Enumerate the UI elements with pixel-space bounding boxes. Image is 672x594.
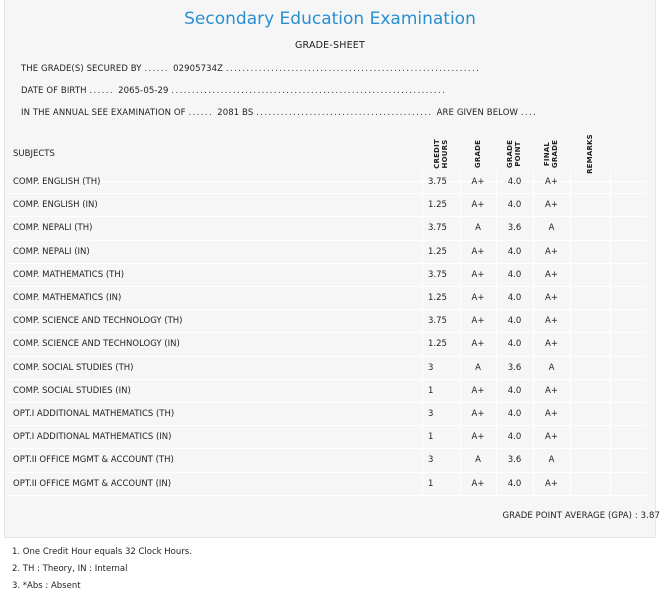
remarks-cell bbox=[570, 333, 610, 355]
secured-by-value: 02905734Z bbox=[173, 64, 224, 74]
column-divider bbox=[460, 194, 461, 216]
column-divider bbox=[533, 333, 534, 355]
column-divider bbox=[460, 171, 461, 193]
grade-cell: A bbox=[475, 223, 481, 234]
column-divider bbox=[422, 357, 423, 379]
column-divider bbox=[496, 217, 497, 239]
column-divider bbox=[533, 426, 534, 448]
footnotes bbox=[12, 546, 192, 594]
final-grade-cell: A bbox=[548, 223, 555, 234]
column-divider bbox=[610, 403, 611, 425]
column-divider bbox=[610, 241, 611, 263]
subject-cell: OPT.I ADDITIONAL MATHEMATICS (IN) bbox=[13, 432, 172, 443]
grade-point-cell: 4.0 bbox=[507, 432, 522, 443]
column-divider bbox=[422, 380, 423, 402]
gpa-value: 3.87 bbox=[640, 511, 660, 521]
final-grade-cell: A+ bbox=[545, 478, 558, 489]
table-row bbox=[7, 264, 647, 287]
final-grade-cell: A+ bbox=[545, 246, 558, 257]
subject-cell: COMP. ENGLISH (IN) bbox=[13, 200, 98, 211]
column-divider bbox=[496, 380, 497, 402]
credit-hours-cell: 3 bbox=[428, 455, 434, 466]
grade-cell: A bbox=[475, 455, 481, 466]
column-divider bbox=[496, 171, 497, 193]
final-grade-cell: A+ bbox=[545, 269, 558, 280]
grade-point-cell: 4.0 bbox=[507, 409, 522, 420]
column-divider bbox=[422, 333, 423, 355]
credit-hours-cell: 1.25 bbox=[428, 200, 447, 211]
column-divider bbox=[610, 194, 611, 216]
grade-point-cell: 3.6 bbox=[507, 455, 522, 466]
column-header-subjects: SUBJECTS bbox=[13, 148, 55, 159]
column-divider bbox=[496, 403, 497, 425]
grade-point-cell: 4.0 bbox=[507, 293, 522, 304]
table-row bbox=[7, 287, 647, 310]
column-divider bbox=[533, 403, 534, 425]
final-grade-cell: A+ bbox=[545, 385, 558, 396]
column-divider bbox=[422, 241, 423, 263]
column-divider bbox=[610, 217, 611, 239]
column-divider bbox=[533, 380, 534, 402]
exam-suffix: ARE GIVEN BELOW bbox=[436, 108, 518, 118]
gpa-line bbox=[502, 511, 660, 521]
remarks-cell bbox=[570, 241, 610, 263]
column-divider bbox=[496, 333, 497, 355]
column-divider bbox=[460, 426, 461, 448]
dob-value: 2065-05-29 bbox=[118, 86, 169, 96]
grade-sheet-heading: GRADE-SHEET bbox=[294, 40, 365, 51]
table-row bbox=[7, 357, 647, 380]
column-divider bbox=[460, 287, 461, 309]
column-divider bbox=[533, 473, 534, 495]
final-grade-cell: A+ bbox=[545, 316, 558, 327]
column-divider bbox=[496, 287, 497, 309]
column-divider bbox=[460, 264, 461, 286]
credit-hours-cell: 3.75 bbox=[428, 316, 447, 327]
remarks-cell bbox=[570, 357, 610, 379]
column-divider bbox=[422, 310, 423, 332]
subject-cell: COMP. MATHEMATICS (TH) bbox=[13, 269, 125, 280]
grade-cell: A bbox=[475, 362, 481, 373]
remarks-cell bbox=[570, 449, 610, 471]
column-divider bbox=[496, 194, 497, 216]
column-divider bbox=[610, 426, 611, 448]
grade-cell: A+ bbox=[471, 246, 485, 257]
grade-cell: A+ bbox=[471, 385, 485, 396]
table-row bbox=[7, 241, 647, 264]
column-divider bbox=[422, 217, 423, 239]
column-divider bbox=[610, 380, 611, 402]
remarks-cell bbox=[570, 403, 610, 425]
column-divider bbox=[496, 473, 497, 495]
secured-by-label: THE GRADE(S) SECURED BY bbox=[21, 64, 142, 74]
credit-hours-cell: 1 bbox=[428, 478, 434, 489]
column-divider bbox=[570, 380, 571, 402]
column-divider bbox=[496, 310, 497, 332]
final-grade-cell: A bbox=[548, 455, 555, 466]
grade-cell: A+ bbox=[471, 478, 485, 489]
credit-hours-cell: 3.75 bbox=[428, 223, 447, 234]
table-row bbox=[7, 194, 647, 217]
column-divider bbox=[570, 357, 571, 379]
column-divider bbox=[533, 217, 534, 239]
column-divider bbox=[570, 194, 571, 216]
column-divider bbox=[533, 171, 534, 193]
column-divider bbox=[460, 217, 461, 239]
subject-cell: COMP. SOCIAL STUDIES (TH) bbox=[13, 362, 134, 373]
subject-cell: COMP. ENGLISH (TH) bbox=[13, 177, 101, 188]
subject-cell: COMP. MATHEMATICS (IN) bbox=[13, 293, 122, 304]
credit-hours-cell: 1 bbox=[428, 432, 434, 443]
grade-cell: A+ bbox=[471, 409, 485, 420]
column-divider bbox=[496, 264, 497, 286]
grade-point-cell: 4.0 bbox=[507, 269, 522, 280]
column-divider bbox=[422, 287, 423, 309]
column-divider bbox=[570, 171, 571, 193]
column-divider bbox=[570, 403, 571, 425]
secured-by-line: THE GRADE(S) SECURED BY ...... 02905734Z .............................................................. bbox=[21, 64, 481, 74]
remarks-cell bbox=[570, 171, 610, 193]
credit-hours-cell: 1.25 bbox=[428, 293, 447, 304]
grade-point-cell: 4.0 bbox=[507, 246, 522, 257]
credit-hours-cell: 3 bbox=[428, 362, 434, 373]
final-grade-cell: A+ bbox=[545, 339, 558, 350]
subject-cell: COMP. SCIENCE AND TECHNOLOGY (IN) bbox=[13, 339, 180, 350]
column-divider bbox=[610, 449, 611, 471]
column-divider bbox=[496, 357, 497, 379]
column-divider bbox=[610, 333, 611, 355]
subject-cell: COMP. NEPALI (TH) bbox=[13, 223, 93, 234]
dob-label: DATE OF BIRTH bbox=[21, 86, 87, 96]
remarks-cell bbox=[570, 380, 610, 402]
subject-cell: COMP. SCIENCE AND TECHNOLOGY (TH) bbox=[13, 316, 183, 327]
remarks-cell bbox=[570, 194, 610, 216]
footnote: 3. *Abs : Absent bbox=[12, 581, 81, 591]
column-divider bbox=[570, 333, 571, 355]
page-title: Secondary Education Examination bbox=[184, 9, 476, 29]
table-row bbox=[7, 426, 647, 449]
remarks-cell bbox=[570, 426, 610, 448]
column-divider bbox=[570, 287, 571, 309]
subject-cell: OPT.I ADDITIONAL MATHEMATICS (TH) bbox=[13, 409, 175, 420]
column-divider bbox=[496, 449, 497, 471]
grade-point-cell: 4.0 bbox=[507, 385, 522, 396]
table-row bbox=[7, 449, 647, 472]
column-divider bbox=[422, 171, 423, 193]
column-divider bbox=[533, 194, 534, 216]
column-divider bbox=[570, 310, 571, 332]
column-divider bbox=[610, 264, 611, 286]
subject-cell: COMP. NEPALI (IN) bbox=[13, 246, 90, 257]
grade-point-cell: 3.6 bbox=[507, 362, 522, 373]
column-divider bbox=[422, 194, 423, 216]
grade-cell: A+ bbox=[471, 432, 485, 443]
column-header-remarks: REMARKS bbox=[586, 133, 594, 174]
column-divider bbox=[533, 310, 534, 332]
column-divider bbox=[496, 426, 497, 448]
column-divider bbox=[422, 426, 423, 448]
final-grade-cell: A+ bbox=[545, 293, 558, 304]
grade-point-cell: 4.0 bbox=[507, 200, 522, 211]
column-divider bbox=[610, 357, 611, 379]
grade-cell: A+ bbox=[471, 200, 485, 211]
column-divider bbox=[460, 380, 461, 402]
remarks-cell bbox=[570, 217, 610, 239]
column-divider bbox=[422, 473, 423, 495]
column-divider bbox=[422, 264, 423, 286]
column-header-final-grade: FINAL GRADE bbox=[543, 139, 560, 168]
credit-hours-cell: 1 bbox=[428, 385, 434, 396]
column-divider bbox=[533, 357, 534, 379]
exam-value: 2081 BS bbox=[217, 108, 254, 118]
column-divider bbox=[533, 287, 534, 309]
subject-cell: OPT.II OFFICE MGMT & ACCOUNT (TH) bbox=[13, 455, 174, 466]
column-divider bbox=[610, 287, 611, 309]
column-divider bbox=[460, 241, 461, 263]
column-divider bbox=[422, 449, 423, 471]
exam-label: IN THE ANNUAL SEE EXAMINATION OF bbox=[21, 108, 186, 118]
remarks-cell bbox=[570, 287, 610, 309]
credit-hours-cell: 1.25 bbox=[428, 246, 447, 257]
final-grade-cell: A+ bbox=[545, 432, 558, 443]
table-row bbox=[7, 310, 647, 333]
column-header-grade: GRADE bbox=[474, 139, 482, 168]
remarks-cell bbox=[570, 310, 610, 332]
remarks-cell bbox=[570, 264, 610, 286]
column-divider bbox=[533, 449, 534, 471]
column-header-credit-hours: CREDIT HOURS bbox=[432, 138, 449, 169]
final-grade-cell: A+ bbox=[545, 200, 558, 211]
table-row bbox=[7, 403, 647, 426]
column-divider bbox=[460, 449, 461, 471]
column-header-grade-point: GRADE POINT bbox=[506, 139, 523, 168]
grade-cell: A+ bbox=[471, 316, 485, 327]
column-divider bbox=[610, 473, 611, 495]
column-divider bbox=[570, 426, 571, 448]
grade-cell: A+ bbox=[471, 293, 485, 304]
footnote: 1. One Credit Hour equals 32 Clock Hours. bbox=[12, 547, 192, 557]
table-row bbox=[7, 380, 647, 403]
footnote: 2. TH : Theory, IN : Internal bbox=[12, 564, 128, 574]
exam-line: IN THE ANNUAL SEE EXAMINATION OF ...... 2081 BS ........................................... ARE GIVEN BELOW .... bbox=[21, 108, 538, 118]
credit-hours-cell: 3 bbox=[428, 409, 434, 420]
column-divider bbox=[460, 473, 461, 495]
column-divider bbox=[496, 241, 497, 263]
column-divider bbox=[610, 171, 611, 193]
subject-cell: COMP. SOCIAL STUDIES (IN) bbox=[13, 385, 131, 396]
column-divider bbox=[570, 217, 571, 239]
table-row bbox=[7, 217, 647, 240]
column-divider bbox=[570, 241, 571, 263]
column-divider bbox=[570, 449, 571, 471]
column-divider bbox=[570, 264, 571, 286]
credit-hours-cell: 3.75 bbox=[428, 177, 447, 188]
grade-point-cell: 4.0 bbox=[507, 478, 522, 489]
grade-cell: A+ bbox=[471, 177, 485, 188]
column-divider bbox=[460, 333, 461, 355]
column-divider bbox=[460, 403, 461, 425]
final-grade-cell: A+ bbox=[545, 409, 558, 420]
grade-point-cell: 4.0 bbox=[507, 339, 522, 350]
table-row bbox=[7, 333, 647, 356]
subject-cell: OPT.II OFFICE MGMT & ACCOUNT (IN) bbox=[13, 478, 172, 489]
grade-point-cell: 4.0 bbox=[507, 316, 522, 327]
final-grade-cell: A bbox=[548, 362, 555, 373]
column-divider bbox=[610, 310, 611, 332]
gpa-label: GRADE POINT AVERAGE (GPA) : bbox=[502, 511, 638, 521]
table-row bbox=[7, 473, 647, 496]
final-grade-cell: A+ bbox=[545, 177, 558, 188]
grade-point-cell: 3.6 bbox=[507, 223, 522, 234]
column-divider bbox=[533, 264, 534, 286]
credit-hours-cell: 1.25 bbox=[428, 339, 447, 350]
dob-line: DATE OF BIRTH ...... 2065-05-29 ................................................................... bbox=[21, 86, 447, 96]
column-divider bbox=[570, 473, 571, 495]
grade-cell: A+ bbox=[471, 269, 485, 280]
column-divider bbox=[460, 357, 461, 379]
grade-cell: A+ bbox=[471, 339, 485, 350]
remarks-cell bbox=[570, 473, 610, 495]
grade-point-cell: 4.0 bbox=[507, 177, 522, 188]
table-row bbox=[7, 171, 647, 194]
column-divider bbox=[422, 403, 423, 425]
credit-hours-cell: 3.75 bbox=[428, 269, 447, 280]
column-divider bbox=[533, 241, 534, 263]
column-divider bbox=[460, 310, 461, 332]
